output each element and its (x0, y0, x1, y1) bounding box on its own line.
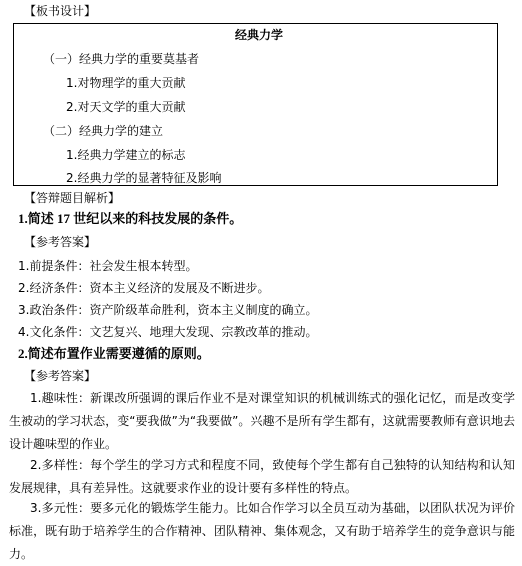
board-item-1-2: 2.对天文学的重大贡献 (66, 100, 186, 114)
board-title: 经典力学 (235, 28, 284, 42)
question-1-answer-line-4: 4.文化条件：文艺复兴、地理大发现、宗教改革的推动。 (18, 325, 318, 339)
question-1-answer-line-2: 2.经济条件：资本主义经济的发展及不断进步。 (18, 281, 270, 295)
question-1-title: 1.简述 17 世纪以来的科技发展的条件。 (18, 211, 243, 226)
question-1-answer-line-1: 1.前提条件：社会发生根本转型。 (18, 259, 198, 273)
board-item-1-1: 1.对物理学的重大贡献 (66, 76, 186, 90)
board-design-header: 【板书设计】 (24, 4, 97, 18)
question-1-answer-label: 【参考答案】 (24, 235, 97, 249)
qa-header: 【答辩题目解析】 (24, 191, 121, 205)
question-2-answer-paragraph-3: 3.多元性：要多元化的锻炼学生能力。比如合作学习以全员互动为基础，以团队状况为评价标准，既有助于培养学生的合作精神、团队精神、集体观念，又有助于培养学生的竞争意识与能力。 (9, 501, 515, 561)
board-item-2-1: 1.经典力学建立的标志 (66, 148, 186, 162)
board-item-section-1: （一）经典力学的重要莫基者 (43, 52, 200, 66)
question-2-answer-label: 【参考答案】 (24, 369, 97, 383)
question-1-answer-line-3: 3.政治条件：资产阶级革命胜利，资本主义制度的确立。 (18, 303, 318, 317)
question-2-answer-paragraph-1: 1.趣味性：新课改所强调的课后作业不是对课堂知识的机械训练式的强化记忆，而是改变学生被动的学习状态，变“要我做”为“我要做”。兴趣不是所有学生都有，这就需要教师有意识地去设计趣味型的作业。 (9, 391, 515, 451)
board-item-2-2: 2.经典力学的显著特征及影响 (66, 171, 222, 185)
question-2-answer-paragraph-2: 2.多样性：每个学生的学习方式和程度不同，致使每个学生都有自己独特的认知结构和认知发展规律，具有差异性。这就要求作业的设计要有多样性的特点。 (9, 458, 515, 495)
question-2-title: 2.简述布置作业需要遵循的原则。 (18, 346, 210, 361)
board-item-section-2: （二）经典力学的建立 (43, 124, 164, 138)
